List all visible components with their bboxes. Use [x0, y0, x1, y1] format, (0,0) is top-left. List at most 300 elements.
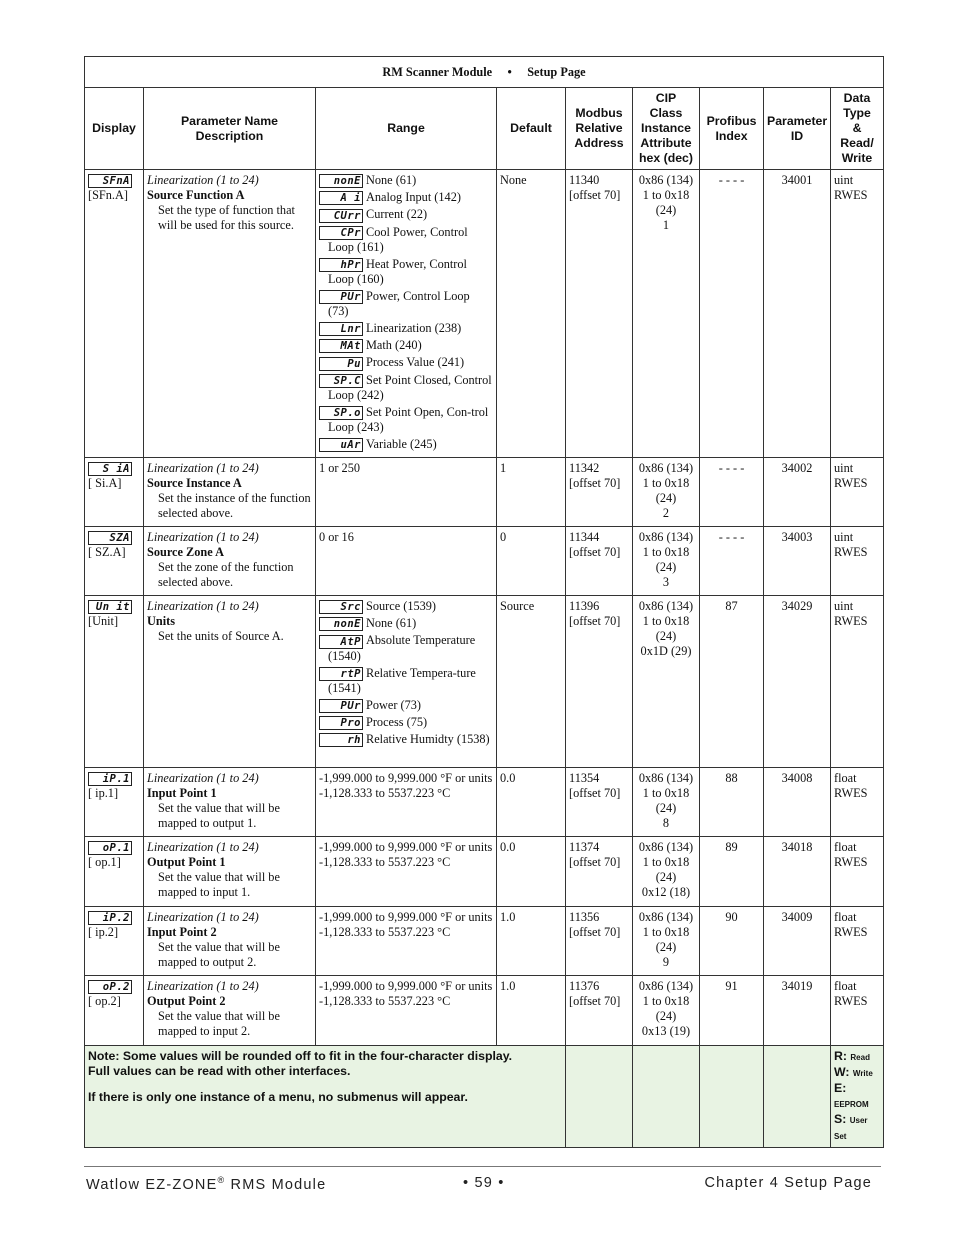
cip-line: 0x86 (134) [638, 840, 694, 855]
cip-line: 0x86 (134) [638, 599, 694, 614]
modbus-cell [566, 768, 633, 837]
parameter-name: Units [147, 614, 176, 629]
data-type-cell [831, 768, 884, 837]
header-cip-line: Class [649, 106, 683, 120]
profibus-cell: 91 [700, 976, 764, 1046]
display-code: [ Si.A] [88, 476, 122, 491]
parameter-category: Linearization (1 to 24) [147, 840, 259, 855]
range-option [319, 173, 493, 188]
profibus-cell: - - - - [700, 170, 764, 458]
range-cell [316, 458, 497, 527]
range-option-text: Absolute Temperature (1540) [328, 633, 476, 663]
data-type-line: RWES [834, 188, 868, 202]
modbus-line: [offset 70] [569, 786, 621, 801]
modbus-line: 11396 [569, 599, 600, 614]
table-title: RM Scanner Module • Setup Page [85, 57, 884, 88]
legend-key: W: [834, 1065, 853, 1080]
header-modbus-line: Address [574, 136, 624, 150]
data-type-line: float [834, 840, 857, 855]
note-empty-cell [764, 1046, 831, 1148]
parameter-id-cell: 34003 [764, 527, 831, 596]
data-type-line: RWES [834, 545, 868, 560]
header-data-type [831, 88, 884, 170]
legend-item [834, 1081, 880, 1112]
modbus-cell [566, 170, 633, 458]
cip-line: 3 [662, 575, 670, 590]
parameter-id-cell: 34002 [764, 458, 831, 527]
modbus-line: 11376 [569, 979, 600, 994]
display-cell [85, 527, 144, 596]
modbus-line: 11374 [569, 840, 600, 855]
lcd-option: CUrr [319, 209, 363, 223]
parameter-category: Linearization (1 to 24) [147, 461, 259, 476]
parameter-description: Set the value that will be mapped to output 2. [158, 940, 280, 970]
lcd-display: oP.2 [88, 980, 132, 994]
legend-value: User Set [834, 1116, 868, 1142]
cip-line: 1 to 0x18 [642, 188, 690, 202]
data-type-line: RWES [834, 476, 868, 491]
header-cip [633, 88, 700, 170]
range-option [319, 257, 493, 287]
cip-cell [633, 907, 700, 976]
header-parameter: Parameter Name Description [144, 88, 316, 170]
parameter-cell [144, 768, 316, 837]
header-profibus-line: Profibus [706, 113, 757, 128]
cip-line: 0x12 (18) [641, 885, 691, 900]
modbus-line: 11356 [569, 910, 600, 925]
range-option-text: Relative Tempera-ture (1541) [328, 665, 476, 695]
modbus-line: [offset 70] [569, 925, 621, 940]
range-line: -1,999.000 to 9,999.000 °F or units [319, 910, 493, 925]
modbus-line: [offset 70] [569, 188, 621, 202]
cip-line: 1 [662, 218, 670, 232]
lcd-display: Un it [88, 600, 132, 614]
lcd-option: nonE [319, 174, 363, 188]
lcd-option: Pu [319, 357, 363, 371]
display-cell [85, 458, 144, 527]
table-row [85, 458, 884, 527]
data-type-cell [831, 976, 884, 1046]
cip-line: (24) [655, 629, 677, 644]
setup-parameter-table [84, 56, 884, 1148]
header-paramid-line: Parameter [767, 113, 828, 128]
modbus-line: 11344 [569, 530, 600, 545]
footer-brand: Watlow EZ-ZONE® RMS Module [86, 1175, 327, 1193]
range-option-text: Analog Input (142) [366, 190, 461, 205]
range-line: -1,999.000 to 9,999.000 °F or units [319, 771, 493, 786]
cip-line: 0x86 (134) [638, 173, 694, 187]
modbus-cell [566, 907, 633, 976]
table-row [85, 527, 884, 596]
lcd-display: iP.1 [88, 772, 132, 786]
data-type-line: uint [834, 461, 854, 476]
parameter-id-cell: 34009 [764, 907, 831, 976]
lcd-display: SZA [88, 531, 132, 545]
range-option-text: Set Point Closed, Control Loop (242) [328, 372, 492, 402]
range-option-text: Variable (245) [366, 436, 437, 451]
parameter-id-cell: 34001 [764, 170, 831, 458]
range-option-text: Current (22) [366, 207, 428, 222]
table-row [85, 976, 884, 1046]
data-type-line: RWES [834, 994, 868, 1009]
legend-value: Write [852, 1069, 873, 1079]
table-row [85, 768, 884, 837]
note-row [85, 1046, 884, 1148]
default-cell: 1.0 [497, 907, 566, 976]
range-option [319, 599, 493, 614]
cip-line: (24) [655, 1009, 677, 1024]
header-cip-line: CIP [655, 91, 677, 105]
display-code: [Unit] [88, 614, 119, 629]
parameter-name: Input Point 2 [147, 925, 217, 940]
range-option [319, 715, 493, 730]
display-code: [ op.2] [88, 994, 121, 1009]
range-option [319, 405, 493, 435]
range-cell [316, 768, 497, 837]
cip-line: 0x13 (19) [641, 1024, 691, 1039]
header-datatype-line: Write [841, 151, 873, 165]
cip-line: 0x86 (134) [638, 530, 694, 545]
range-cell [316, 596, 497, 768]
parameter-name: Output Point 2 [147, 994, 226, 1009]
header-paramid-line: ID [790, 128, 804, 143]
parameter-category: Linearization (1 to 24) [147, 599, 259, 614]
parameter-id-cell: 34018 [764, 837, 831, 907]
range-option [319, 732, 493, 747]
range-option-text: Set Point Open, Con-trol Loop (243) [328, 404, 489, 434]
data-type-line: RWES [834, 786, 868, 801]
default-cell: 1.0 [497, 976, 566, 1046]
cip-cell [633, 527, 700, 596]
note-empty-cell [566, 1046, 633, 1148]
header-cip-line: Instance [641, 121, 691, 135]
footer-chapter: Chapter 4 Setup Page [704, 1175, 872, 1191]
modbus-line: [offset 70] [569, 614, 621, 629]
note-line-2: Full values can be read with other interfaces. [88, 1064, 351, 1079]
parameter-name: Output Point 1 [147, 855, 226, 870]
parameter-category: Linearization (1 to 24) [147, 910, 259, 925]
range-option [319, 633, 493, 663]
parameter-name: Source Function A [147, 188, 245, 202]
range-cell [316, 527, 497, 596]
display-code: [ op.1] [88, 855, 121, 870]
header-profibus-line: Index [715, 128, 748, 143]
cip-cell [633, 837, 700, 907]
parameter-category: Linearization (1 to 24) [147, 530, 259, 545]
cip-line: 1 to 0x18 [642, 855, 690, 870]
legend-key: E: [834, 1081, 847, 1096]
range-option-text: Cool Power, Control Loop (161) [328, 224, 468, 254]
default-cell: None [497, 170, 566, 458]
note-cell [85, 1046, 566, 1148]
profibus-cell: 87 [700, 596, 764, 768]
header-default: Default [497, 88, 566, 170]
range-option-text: Power, Control Loop (73) [328, 288, 470, 319]
header-datatype-line: Data [843, 91, 871, 105]
lcd-option: Src [319, 600, 363, 614]
cip-line: (24) [655, 203, 677, 217]
lcd-option: A i [319, 191, 363, 205]
parameter-category: Linearization (1 to 24) [147, 771, 259, 786]
range-option [319, 321, 493, 336]
table-row [85, 170, 884, 458]
legend-value: EEPROM [834, 1100, 869, 1110]
range-cell [316, 837, 497, 907]
lcd-option: hPr [319, 258, 363, 272]
range-option-text: Math (240) [366, 338, 422, 353]
lcd-option: CPr [319, 226, 363, 240]
profibus-cell: 89 [700, 837, 764, 907]
legend-item [834, 1112, 880, 1144]
note-line-1: Note: Some values will be rounded off to fit in the four-character display. [88, 1049, 513, 1064]
cip-line: 1 to 0x18 [642, 925, 690, 940]
parameter-description: Set the zone of the function selected above. [158, 560, 294, 590]
lcd-display: oP.1 [88, 841, 132, 855]
parameter-name: Input Point 1 [147, 786, 217, 801]
legend-value: Read [850, 1053, 870, 1063]
parameter-cell [144, 907, 316, 976]
range-cell [316, 976, 497, 1046]
range-option [319, 225, 493, 255]
footer-rule [84, 1166, 881, 1167]
range-option [319, 207, 493, 222]
cip-line: 0x86 (134) [638, 461, 694, 476]
table-row [85, 907, 884, 976]
data-type-cell [831, 527, 884, 596]
data-type-cell [831, 458, 884, 527]
cip-line: (24) [655, 801, 677, 816]
modbus-cell [566, 527, 633, 596]
cip-line: (24) [655, 870, 677, 885]
default-cell: Source [497, 596, 566, 768]
cip-line: 8 [662, 816, 670, 831]
range-option-text: Process (75) [366, 714, 428, 729]
cip-line: 1 to 0x18 [642, 994, 690, 1009]
cip-line: 2 [662, 506, 670, 521]
parameter-id-cell: 34029 [764, 596, 831, 768]
range-option [319, 698, 493, 713]
cip-line: 9 [662, 955, 670, 970]
cip-line: 0x1D (29) [640, 644, 692, 659]
cip-line: 1 to 0x18 [642, 545, 690, 560]
range-line: 0 or 16 [319, 530, 354, 545]
range-line: -1,999.000 to 9,999.000 °F or units [319, 840, 493, 855]
lcd-option: PUr [319, 699, 363, 713]
range-option-text: Relative Humidty (1538) [366, 732, 490, 747]
table-body [85, 170, 884, 1046]
parameter-description: Set the value that will be mapped to input 1. [158, 870, 280, 900]
modbus-line: [offset 70] [569, 545, 621, 560]
cip-line: 0x86 (134) [638, 910, 694, 925]
cip-line: (24) [655, 560, 677, 575]
modbus-cell [566, 976, 633, 1046]
display-cell [85, 768, 144, 837]
note-empty-cell [633, 1046, 700, 1148]
data-type-cell [831, 170, 884, 458]
range-option [319, 437, 493, 452]
display-code: [ ip.1] [88, 786, 119, 801]
default-cell: 1 [497, 458, 566, 527]
parameter-cell [144, 170, 316, 458]
data-type-line: uint [834, 530, 854, 545]
parameter-id-cell: 34008 [764, 768, 831, 837]
modbus-line: 11354 [569, 771, 600, 786]
lcd-display: S iA [88, 462, 132, 476]
lcd-option: rh [319, 733, 363, 747]
legend-key: R: [834, 1049, 851, 1064]
legend-key: S: [834, 1112, 850, 1127]
modbus-line: 11342 [569, 461, 600, 476]
data-type-line: float [834, 910, 857, 925]
profibus-cell: - - - - [700, 527, 764, 596]
data-type-line: float [834, 979, 857, 994]
lcd-display: SFnA [88, 174, 132, 188]
header-datatype-line: & [852, 121, 862, 135]
display-cell [85, 907, 144, 976]
lcd-option: AtP [319, 635, 363, 649]
lcd-option: uAr [319, 438, 363, 452]
cip-line: 1 to 0x18 [642, 786, 690, 801]
parameter-cell [144, 458, 316, 527]
range-option-text: Heat Power, Control Loop (160) [328, 256, 467, 286]
lcd-option: SP.C [319, 374, 363, 388]
display-code: [SFn.A] [88, 188, 128, 203]
header-cip-line: hex (dec) [639, 151, 693, 165]
rwes-legend [831, 1046, 884, 1148]
lcd-option: Lnr [319, 322, 363, 336]
range-line: -1,999.000 to 9,999.000 °F or units [319, 979, 493, 994]
range-option-text: Linearization (238) [366, 321, 462, 336]
header-range: Range [316, 88, 497, 170]
parameter-description: Set the value that will be mapped to input 2. [158, 1009, 280, 1039]
cip-cell [633, 170, 700, 458]
range-cell [316, 170, 497, 458]
header-display: Display [85, 88, 144, 170]
header-parameter-id [764, 88, 831, 170]
display-code: [ SZ.A] [88, 545, 126, 560]
cip-cell [633, 458, 700, 527]
header-cip-line: Attribute [640, 136, 692, 150]
data-type-line: uint [834, 599, 854, 614]
default-cell: 0.0 [497, 837, 566, 907]
parameter-category: Linearization (1 to 24) [147, 979, 259, 994]
range-option [319, 338, 493, 353]
range-cell [316, 907, 497, 976]
legend-item [834, 1049, 880, 1065]
data-type-line: uint [834, 173, 854, 187]
cip-line: 0x86 (134) [638, 771, 694, 786]
range-option [319, 373, 493, 403]
table-row [85, 837, 884, 907]
profibus-cell: - - - - [700, 458, 764, 527]
range-line: -1,128.333 to 5537.223 °C [319, 786, 451, 801]
parameter-category: Linearization (1 to 24) [147, 173, 259, 187]
range-option [319, 190, 493, 205]
range-option [319, 616, 493, 631]
modbus-cell [566, 458, 633, 527]
parameter-name: Source Instance A [147, 476, 242, 491]
display-cell [85, 596, 144, 768]
range-option-text: None (61) [366, 173, 417, 187]
modbus-cell [566, 837, 633, 907]
modbus-line: 11340 [569, 173, 600, 187]
parameter-id-cell: 34019 [764, 976, 831, 1046]
footer-page-number: • 59 • [463, 1175, 505, 1191]
lcd-option: MAt [319, 339, 363, 353]
data-type-line: float [834, 771, 857, 786]
display-code: [ ip.2] [88, 925, 119, 940]
table-row [85, 596, 884, 768]
header-profibus [700, 88, 764, 170]
cip-cell [633, 768, 700, 837]
default-cell: 0.0 [497, 768, 566, 837]
cip-line: 1 to 0x18 [642, 614, 690, 629]
note-line-3: If there is only one instance of a menu, no submenus will appear. [88, 1090, 468, 1105]
range-option [319, 355, 493, 370]
lcd-option: nonE [319, 617, 363, 631]
cip-line: (24) [655, 940, 677, 955]
data-type-cell [831, 837, 884, 907]
range-option [319, 666, 493, 696]
parameter-cell [144, 596, 316, 768]
header-modbus-line: Modbus [575, 106, 623, 120]
parameter-description: Set the type of function that will be used for this source. [158, 203, 295, 232]
display-cell [85, 170, 144, 458]
modbus-cell [566, 596, 633, 768]
profibus-cell: 88 [700, 768, 764, 837]
modbus-line: [offset 70] [569, 994, 621, 1009]
lcd-display: iP.2 [88, 911, 132, 925]
range-line: -1,128.333 to 5537.223 °C [319, 925, 451, 940]
cip-cell [633, 596, 700, 768]
lcd-option: Pro [319, 716, 363, 730]
display-cell [85, 837, 144, 907]
data-type-line: RWES [834, 925, 868, 940]
range-option-text: None (61) [366, 616, 417, 631]
range-option-text: Source (1539) [366, 599, 437, 614]
parameter-name: Source Zone A [147, 545, 224, 560]
parameter-description: Set the instance of the function selected above. [158, 491, 311, 521]
cip-line: (24) [655, 491, 677, 506]
modbus-line: [offset 70] [569, 476, 621, 491]
header-datatype-line: Type [843, 106, 871, 120]
parameter-description: Set the value that will be mapped to output 1. [158, 801, 280, 831]
header-datatype-line: Read/ [840, 136, 874, 150]
parameter-cell [144, 837, 316, 907]
cip-line: 1 to 0x18 [642, 476, 690, 491]
header-modbus [566, 88, 633, 170]
parameter-cell [144, 527, 316, 596]
header-modbus-line: Relative [575, 121, 623, 135]
data-type-line: RWES [834, 614, 868, 629]
parameter-description: Set the units of Source A. [158, 629, 284, 644]
range-line: -1,128.333 to 5537.223 °C [319, 855, 451, 870]
data-type-line: RWES [834, 855, 868, 870]
parameter-cell [144, 976, 316, 1046]
range-option-text: Power (73) [366, 697, 421, 712]
range-option [319, 289, 493, 319]
lcd-option: rtP [319, 667, 363, 681]
profibus-cell: 90 [700, 907, 764, 976]
note-empty-cell [700, 1046, 764, 1148]
display-cell [85, 976, 144, 1046]
cip-cell [633, 976, 700, 1046]
range-line: 1 or 250 [319, 461, 360, 476]
lcd-option: SP.o [319, 406, 363, 420]
legend-item [834, 1065, 880, 1081]
data-type-cell [831, 907, 884, 976]
lcd-option: PUr [319, 290, 363, 304]
